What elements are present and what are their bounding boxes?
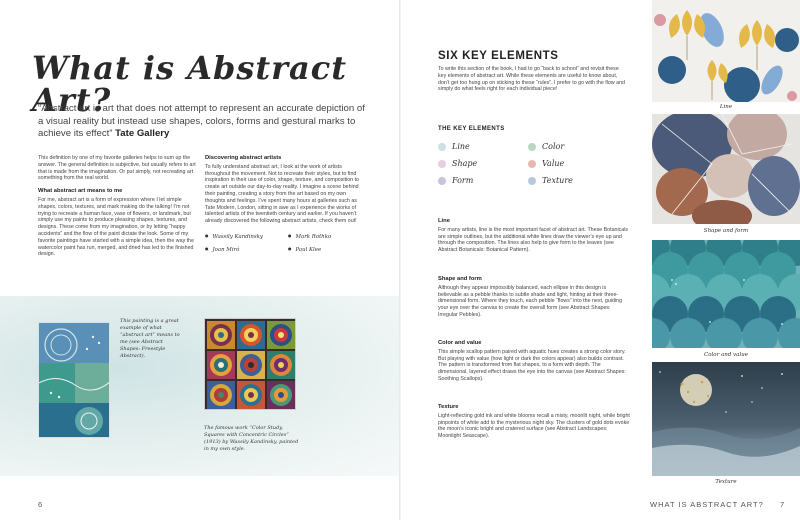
key-elements-heading: THE KEY ELEMENTS bbox=[438, 126, 505, 132]
page-title: What is Abstract Art? bbox=[32, 49, 348, 119]
artist-item: ● Joan Miró bbox=[205, 246, 282, 254]
painting-caption: This painting is a great example of what “abstract art” means to me (see Abstract Shapes: Freestyle Abstract). bbox=[120, 318, 180, 359]
section-body: Although they appear impossibly balanced, each ellipse in this design is believable as a pebble thanks to subtle shade and light, hinting at their three-dimensional form. Where they touch, each pebble “flows” into the next, guiding your eye over the canvas to create the overall form (see Abstract Shapes: Irregular Pebbles). bbox=[438, 284, 623, 318]
color-swatch-dot bbox=[528, 177, 536, 185]
key-element-value bbox=[528, 159, 618, 168]
key-element-line bbox=[438, 142, 528, 151]
section-color-value bbox=[438, 340, 630, 383]
key-element-label: Color bbox=[542, 142, 565, 151]
page-number-right: 7 bbox=[780, 500, 785, 509]
artists-paragraph: To fully understand abstract art, I look at the work of artists throughout the movement. Not to recreate their styles, but to find inspiration in their use of color, shape, texture, and composition to create art outside our day-to-day reality. I imagine a scene behind their painting, creating a story from the art based on my own thoughts and feelings. I’ve spent many hours at galleries such as Tate Modern, London, sitting in awe as I experience the works of talented artists of the twentieth century and earlier. If you haven’t already discovered the following abstract artists, check them out! bbox=[205, 163, 359, 225]
thumb-caption: Line bbox=[719, 104, 733, 110]
abstract-painting-image bbox=[38, 322, 110, 438]
key-element-label: Form bbox=[452, 176, 474, 185]
section-heading: Shape and form bbox=[438, 276, 482, 282]
color-value-image bbox=[652, 240, 800, 348]
artist-item: ● Paul Klee bbox=[288, 246, 365, 254]
thumb-caption: Color and value bbox=[704, 352, 748, 358]
color-swatch-dot bbox=[438, 143, 446, 151]
key-element-color bbox=[528, 142, 618, 151]
section-heading-artists: Discovering abstract artists bbox=[205, 155, 282, 161]
key-element-label: Texture bbox=[542, 176, 573, 185]
meaning-paragraph: For me, abstract art is a form of expression where I let simple shapes, colors, textures, and mark making do the talking! I’m not trying to recreate a human face, vase of flowers, or landmark, but simply use my paints to produce pleasing shapes, textures, and designs. These come from my imagination, or by letting “happy accidents” and the flow of the paint dictate the look. Some of my favorite paintings have started with a simple idea, then the way the watercolor paint has run, merged, and dried has led to the finished design. bbox=[38, 196, 195, 258]
section-title: SIX KEY ELEMENTS bbox=[438, 50, 559, 62]
page-number-left: 6 bbox=[38, 500, 43, 509]
section-heading: Texture bbox=[438, 404, 459, 410]
key-element-label: Line bbox=[452, 142, 470, 151]
book-gutter bbox=[399, 0, 401, 520]
section-intro: To write this section of the book, I had to go “back to school” and revisit these key elements of abstract art. While these elements are useful to know about, don’t get too hung up on sticking to these “rules”. I prefer to go with the flow and simply do what feels right for each individual piece! bbox=[438, 66, 625, 93]
section-texture bbox=[438, 404, 630, 440]
left-column-2 bbox=[205, 155, 365, 254]
quote-text: “Abstract art is art that does not attempt to represent an accurate depiction of a visual reality but instead use shapes, colors, forms and gestural marks to achieve its effect” bbox=[38, 103, 365, 139]
artist-item: ● Wassily Kandinsky bbox=[205, 233, 282, 241]
shape-form-image bbox=[652, 114, 800, 224]
botanical-line-image bbox=[652, 0, 800, 102]
thumb-caption: Shape and form bbox=[703, 228, 749, 234]
color-swatch-dot bbox=[438, 160, 446, 168]
section-body: This simple scallop pattern paired with aquatic hues creates a strong color story. But playing with value (how light or dark the colors appear) also builds contrast. The pattern is transformed from flat shapes, to a form with depth. The dimensional, layered effect draws the eye into the canvas (see Abstract Shapes: Soothing Scallops). bbox=[438, 348, 626, 382]
kandinsky-style-painting-image bbox=[204, 318, 296, 410]
color-swatch-dot bbox=[528, 160, 536, 168]
section-body: Light-reflecting gold ink and white blooms recall a misty, moonlit night, while bright pinpoints of white add to the mysterious night sky. The clusters of gold dots evoke the moon’s iconic bright and cratered surface (see Abstract Landscapes: Moonlight Seascape). bbox=[438, 412, 630, 440]
artist-item: ● Mark Rothko bbox=[288, 233, 365, 241]
color-swatch-dot bbox=[528, 143, 536, 151]
intro-paragraph: This definition by one of my favorite galleries helps to sum up the answer. The general definition is subjective, but usually refers to art that is made from the imagination. Or put simply, not recreating art something from the real world. bbox=[38, 155, 196, 182]
artist-list bbox=[205, 233, 365, 254]
left-column-1 bbox=[38, 155, 198, 258]
section-heading: Line bbox=[438, 218, 450, 224]
pull-quote bbox=[38, 103, 368, 141]
section-heading: Color and value bbox=[438, 340, 482, 346]
section-shape-form bbox=[438, 276, 630, 319]
key-element-texture bbox=[528, 176, 618, 185]
key-element-label: Value bbox=[542, 159, 565, 168]
section-line bbox=[438, 218, 630, 254]
section-body: For many artists, line is the most important facet of abstract art. These Botanicals are simple outlines, but the additional white lines draw the viewer’s eye up and through the composition. The lines also help to give form to the leaves (see Abstract Botanicals: Botanical Pattern). bbox=[438, 226, 629, 254]
kandinsky-caption: The famous work “Color Study, Squares with Concentric Circles” (1913) by Wassily Kandinsky, painted in my own style. bbox=[204, 425, 299, 452]
thumb-caption: Texture bbox=[715, 479, 737, 485]
key-element-form bbox=[438, 176, 528, 185]
key-elements-list bbox=[438, 142, 618, 185]
key-element-label: Shape bbox=[452, 159, 478, 168]
running-head: WHAT IS ABSTRACT ART? bbox=[650, 500, 764, 509]
quote-source: Tate Gallery bbox=[115, 128, 170, 139]
key-element-shape bbox=[438, 159, 528, 168]
texture-image bbox=[652, 362, 800, 476]
color-swatch-dot bbox=[438, 177, 446, 185]
section-heading-meaning: What abstract art means to me bbox=[38, 188, 123, 195]
